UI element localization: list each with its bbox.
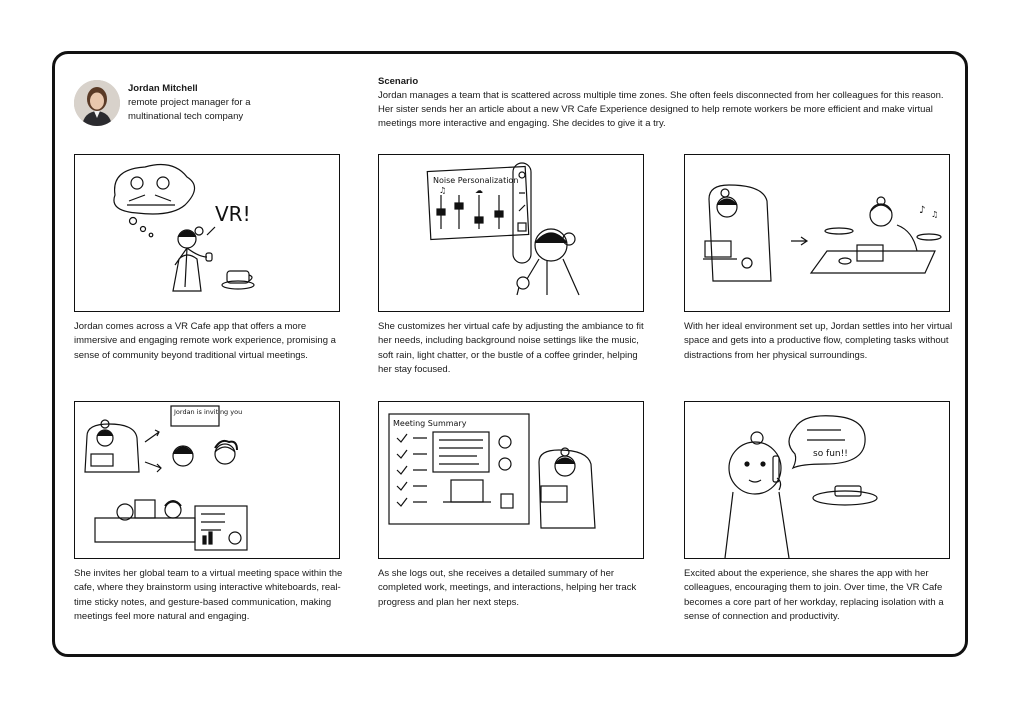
svg-text:♪: ♪ <box>919 205 926 216</box>
sketch-text-6: so fun!! <box>813 449 848 459</box>
person-photo-icon <box>74 80 120 126</box>
sketch-text-1: VR! <box>215 202 251 226</box>
storyboard-panel-3 <box>684 154 950 312</box>
storyboard-panel-2 <box>378 154 644 312</box>
scenario-text: Jordan manages a team that is scattered across multiple time zones. She often feels disconnected from her colleagues for this reason. Her sister sends her an article about a new VR Cafe Experience designed to help remote workers be more efficient and make virtual meetings more interactive and engaging. She decides to give it a try. <box>378 90 944 130</box>
panel-3-caption: With her ideal environment set up, Jordan settles into her virtual space and gets into a productive flow, completing tasks without distractions from her physical surroundings. <box>684 321 953 361</box>
scenario-label: Scenario <box>378 76 419 87</box>
sketch-discover-app <box>75 155 339 311</box>
panel-2-caption: She customizes her virtual cafe by adjusting the ambiance to fit her needs, including background noise settings like the music, soft rain, light chatter, or the bustle of a coffee grinder, helping her stay focused. <box>378 321 644 376</box>
panel-6-caption: Excited about the experience, she shares the app with her colleagues, encouraging them to join. Over time, the VR Cafe becomes a core part of her workday, replacing isolation with a sense of connection and productivity. <box>684 568 944 623</box>
sketch-noise-settings <box>379 155 643 311</box>
sketch-team-meeting <box>75 402 339 558</box>
persona-name: Jordan Mitchell <box>128 83 198 94</box>
storyboard-panel-4 <box>74 401 340 559</box>
sketch-text-2: Noise Personalization <box>433 176 519 185</box>
svg-text:☁: ☁ <box>475 186 483 195</box>
storyboard-panel-6 <box>684 401 950 559</box>
sketch-share-app <box>685 402 949 558</box>
sketch-text-5: Meeting Summary <box>393 419 467 428</box>
panel-1-caption: Jordan comes across a VR Cafe app that offers a more immersive and engaging remote work experience, promising a sense of community beyond traditional virtual meetings. <box>74 321 336 361</box>
panel-5-caption: As she logs out, she receives a detailed summary of her completed work, meetings, and interactions, helping her track progress and plan her next steps. <box>378 568 637 608</box>
svg-text:♫: ♫ <box>439 186 447 195</box>
sketch-meeting-summary <box>379 402 643 558</box>
persona-avatar <box>74 80 120 126</box>
sketch-text-4: Jordan is inviting you <box>174 408 243 416</box>
storyboard-panel-5 <box>378 401 644 559</box>
persona-role: remote project manager for a multinational tech company <box>128 97 251 122</box>
panel-4-caption: She invites her global team to a virtual meeting space within the cafe, where they brainstorm using interactive whiteboards, real-time sticky notes, and gesture-based communication, making meetings feel more natural and engaging. <box>74 568 343 623</box>
svg-text:♫: ♫ <box>931 210 939 219</box>
sketch-productive-flow <box>685 155 949 311</box>
storyboard-panel-1 <box>74 154 340 312</box>
